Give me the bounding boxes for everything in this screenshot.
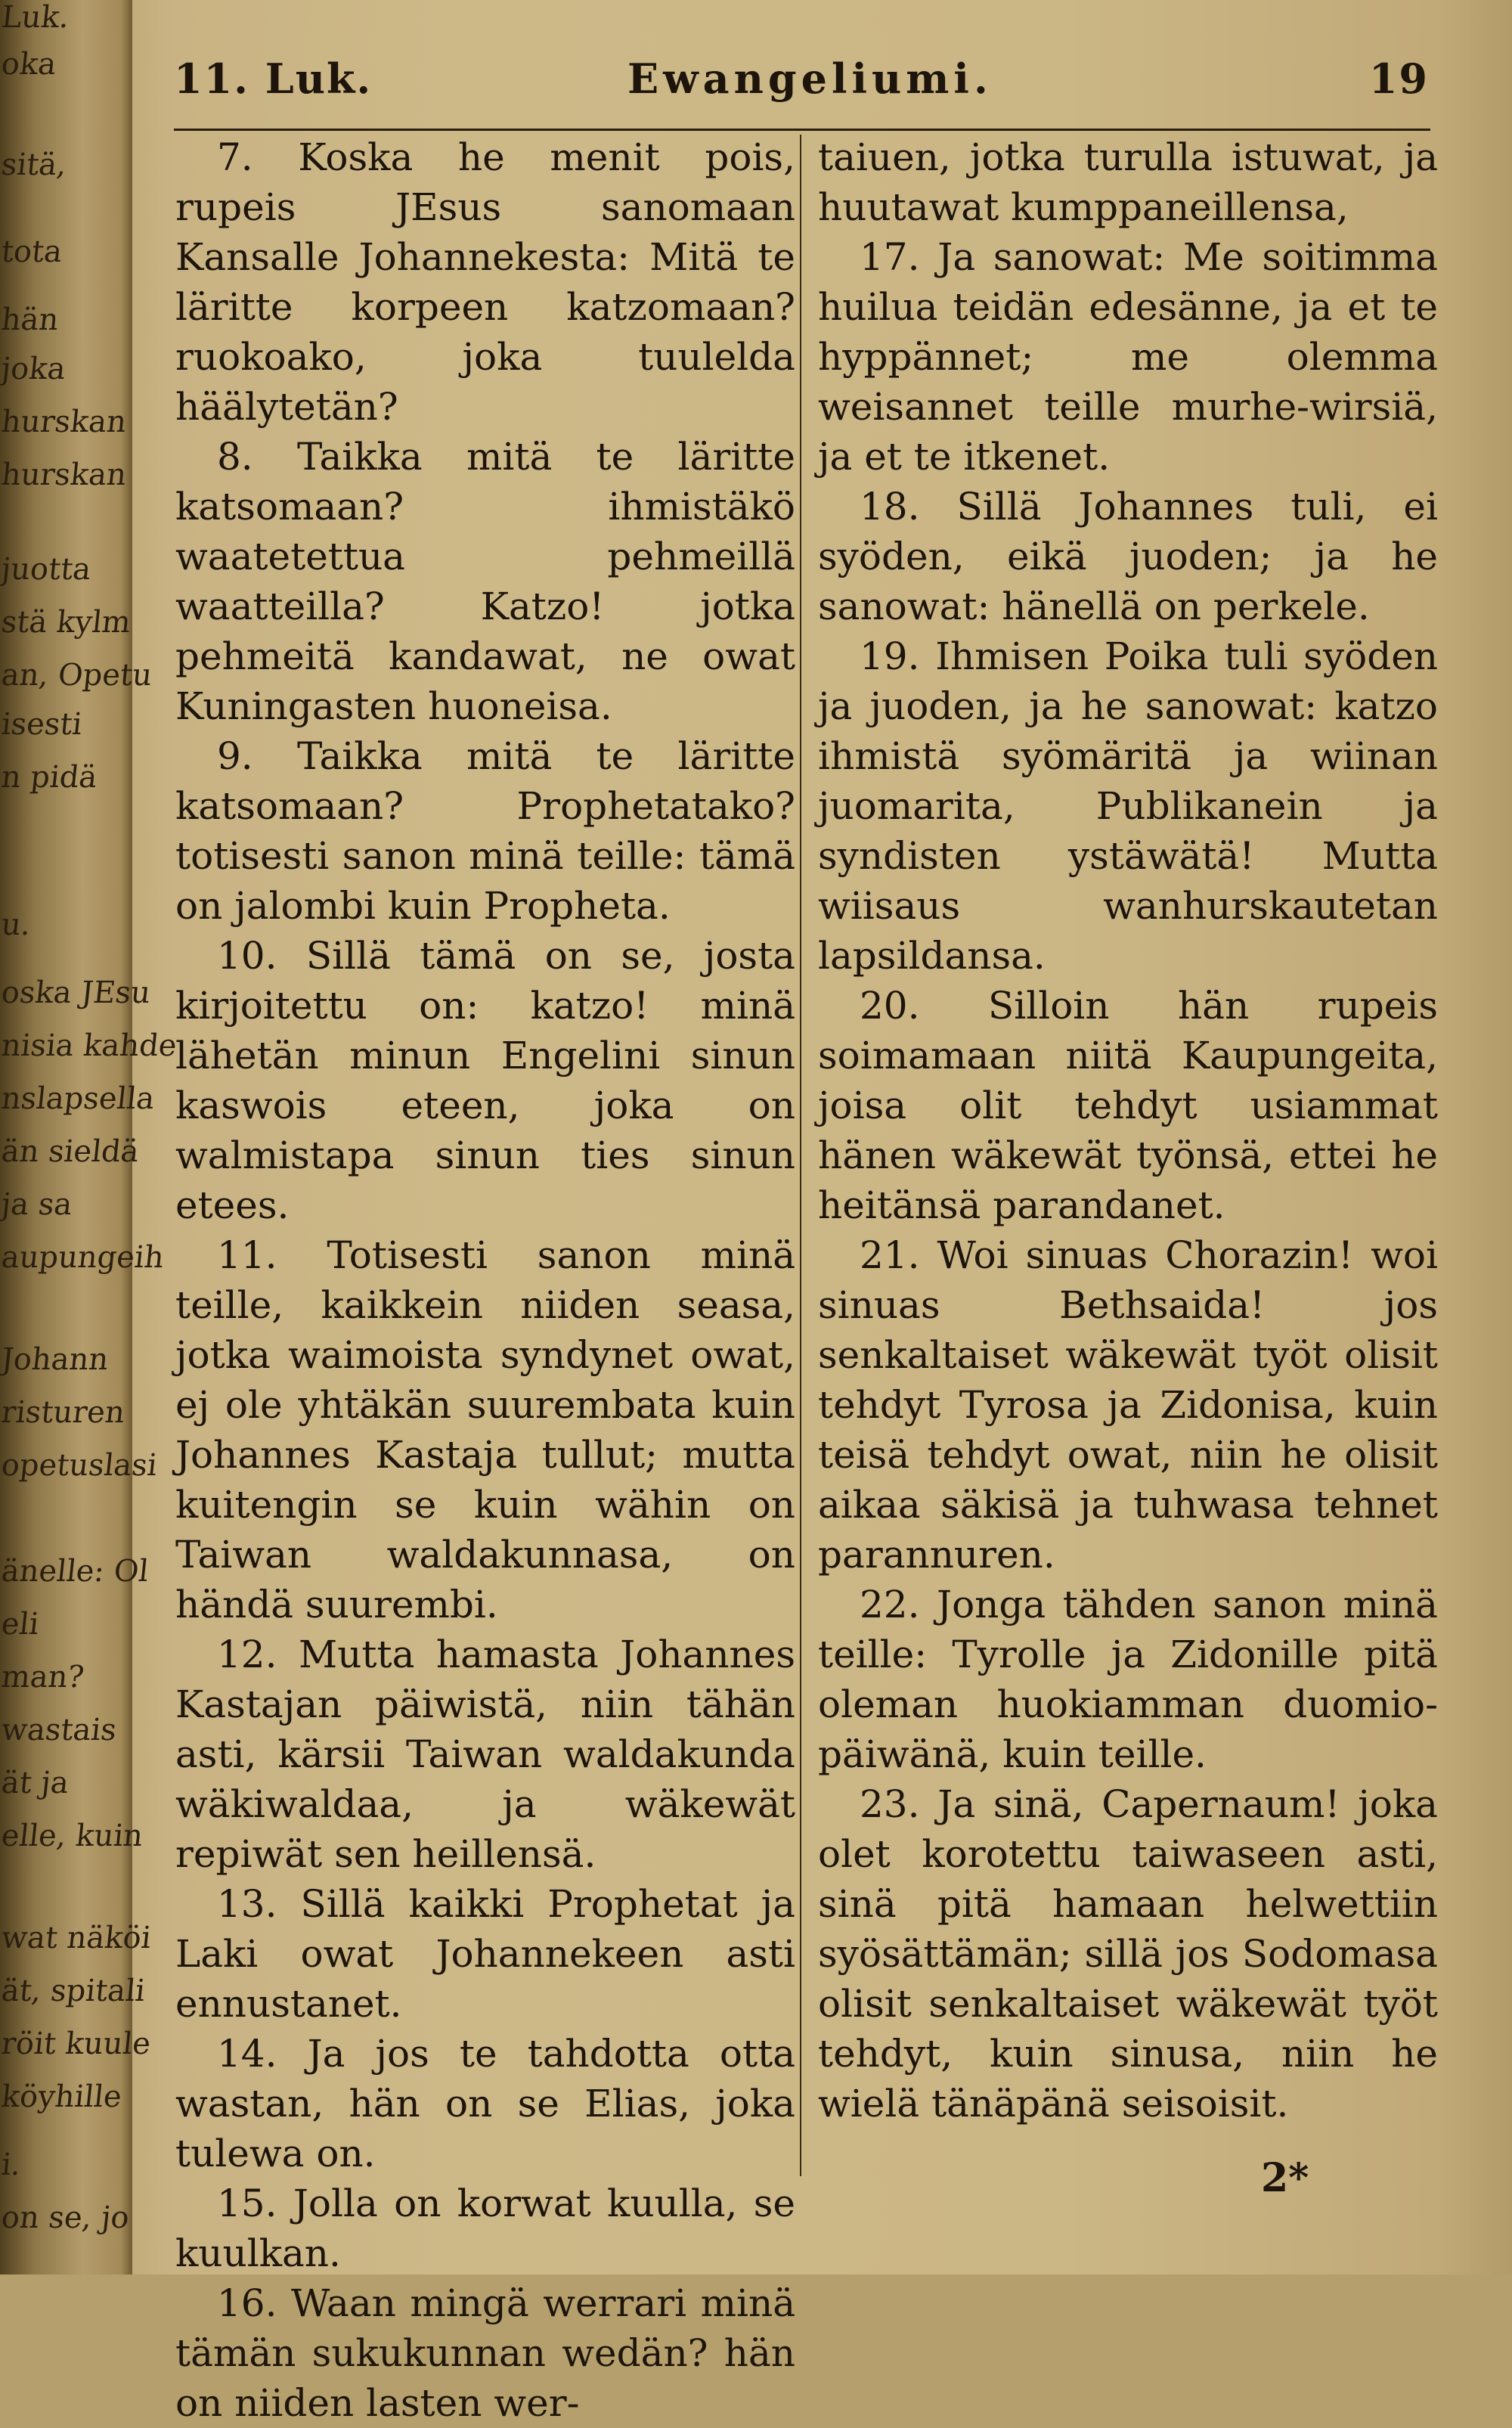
verse-9: 9. Taikka mitä te läritte katsomaan? Prophetatako? totisesti sanon minä teille: tämä on jalombi kuin Propheta. [175,734,795,928]
gutter-fragment: hän [0,302,60,337]
gutter-fragment: oska JEsu [0,975,153,1010]
gutter-fragment: aupungeih [0,1240,166,1275]
gutter-fragment: sitä, [0,147,69,182]
verse-14: 14. Ja jos te tahdotta otta wastan, hän on se Elias, joka tulewa on. [175,2032,795,2175]
chapter-label: 11. Luk. [174,54,373,103]
facing-page-edge [0,0,178,2275]
header-rule [174,129,1430,131]
gutter-fragment: Johann [0,1342,110,1377]
gutter-fragment: nisia kahde [0,1028,178,1063]
gutter-fragment: isesti [0,707,84,742]
page-number: 19 [1368,54,1429,103]
gutter-fragment: ja sa [0,1187,74,1222]
column-divider [800,135,801,2176]
signature-mark: 2* [1261,2155,1309,2201]
gutter-fragment: ät ja [0,1766,71,1800]
gutter-fragment: i. [0,2147,23,2182]
left-column [175,132,795,2428]
gutter-fragment: hurskan [0,405,129,439]
verse-22: 22. Jonga tähden sanon minä teille: Tyrolle ja Zidonille pitä oleman huokiamman duomio-päiwänä, kuin teille. [818,1583,1438,1776]
gutter-fragment: än sieldä [0,1134,141,1169]
verse-20: 20. Silloin hän rupeis soimamaan niitä Kaupungeita, joisa olit tehdyt usiammat hänen wäkewät työnsä, ettei he heitänsä parandanet. [818,984,1438,1227]
gutter-fragment: joka [0,352,67,386]
verse-21: 21. Woi sinuas Chorazin! woi sinuas Bethsaida! jos senkaltaiset wäkewät työt olisit tehdyt Tyrosa ja Zidonisa, kuin teisä tehdyt owat, niin he olisit aikaa säkisä ja tuhwasa tehnet parannuren. [818,1233,1438,1577]
verse-23: 23. Ja sinä, Capernaum! joka olet korotettu taiwaseen asti, sinä pitä hamaan helwettiin syösättämän; sillä jos Sodomasa olisit senkaltaiset wäkewät työt tehdyt, kuin sinusa, niin he wielä tänäpänä seisoisit. [818,1782,1438,2126]
verse-7: 7. Koska he menit pois, rupeis JEsus sanomaan Kansalle Johannekesta: Mitä te läritte korpeen katzomaan? ruokoako, joka tuulelda häälytetän? [175,135,795,429]
gutter-fragment: juotta [0,552,93,587]
verse-18: 18. Sillä Johannes tuli, ei syöden, eikä juoden; ja he sanowat: hänellä on perkele. [818,485,1438,628]
gutter-fragment: on se, jo [0,2200,132,2235]
gutter-fragment: oka [0,47,58,82]
verse-10: 10. Sillä tämä on se, josta kirjoitettu on: katzo! minä lähetän minun Engelini sinun kaswois eteen, joka on walmistapa sinun ties sinun etees. [175,934,795,1227]
gutter-fragment: ät, spitali [0,1974,147,2008]
gutter-fragment: wastais [0,1713,119,1747]
gutter-fragment: man? [0,1660,86,1695]
verse-19: 19. Ihmisen Poika tuli syöden ja juoden, ja he sanowat: katzo ihmistä syömäritä ja wiinan juomarita, Publikanein ja syndisten ystäwätä! Mutta wiisaus wanhurskautetan lapsildansa. [818,634,1438,978]
gutter-fragment: hurskan [0,457,129,492]
verse-13: 13. Sillä kaikki Prophetat ja Laki owat Johannekeen asti ennustanet. [175,1882,795,2026]
gutter-fragment: n pidä [0,760,99,795]
gutter-fragment: änelle: Ol [0,1554,150,1589]
gutter-fragment: köyhille [0,2079,124,2114]
gutter-fragment: nslapsella [0,1081,156,1116]
gutter-fragment: tota [0,234,64,269]
verse-17: 17. Ja sanowat: Me soitimma huilua teidän edesänne, ja et te hyppännet; me olemma weisannet teille murhe-wirsiä, ja et te itkenet. [818,235,1438,479]
gutter-fragment: risturen [0,1395,127,1430]
gutter-fragment: opetuslasi [0,1448,160,1483]
gutter-fragment: elle, kuin [0,1819,145,1853]
gutter-fragment: an, Opetu [0,658,154,693]
verse-16: 16. Waan mingä werrari minä tämän sukukunnan wedän? hän on niiden lasten wer- [175,2281,795,2425]
gutter-fragment: stä kylm [0,605,133,640]
book-title: Ewangeliumi. [627,54,993,103]
gutter-fragment: wat näköi [0,1921,153,1955]
gutter-fragment: eli [0,1607,41,1642]
gutter-fragment: röit kuule [0,2026,153,2061]
verse-12: 12. Mutta hamasta Johannes Kastajan päiwistä, niin tähän asti, kärsii Taiwan waldakunda wäkiwaldaa, ja wäkewät repiwät sen heillensä. [175,1633,795,1876]
verse-16-continuation: taiuen, jotka turulla istuwat, ja huutawat kumppaneillensa, [818,135,1438,229]
verse-15: 15. Jolla on korwat kuulla, se kuulkan. [175,2181,795,2275]
right-column [818,132,1438,2129]
gutter-fragment: u. [0,907,33,942]
verse-8: 8. Taikka mitä te läritte katsomaan? ihmistäkö waatetettua pehmeillä waatteilla? Katzo! jotka pehmeitä kandawat, ne owat Kuningasten huoneisa. [175,435,795,728]
gutter-fragment: Luk. [0,0,71,35]
verse-11: 11. Totisesti sanon minä teille, kaikkein niiden seasa, jotka waimoista syndynet owat, ej ole yhtäkän suurembata kuin Johannes Kastaja tullut; mutta kuitengin se kuin wähin on Taiwan waldakunnasa, on händä suurembi. [175,1233,795,1626]
running-header [174,54,1429,107]
